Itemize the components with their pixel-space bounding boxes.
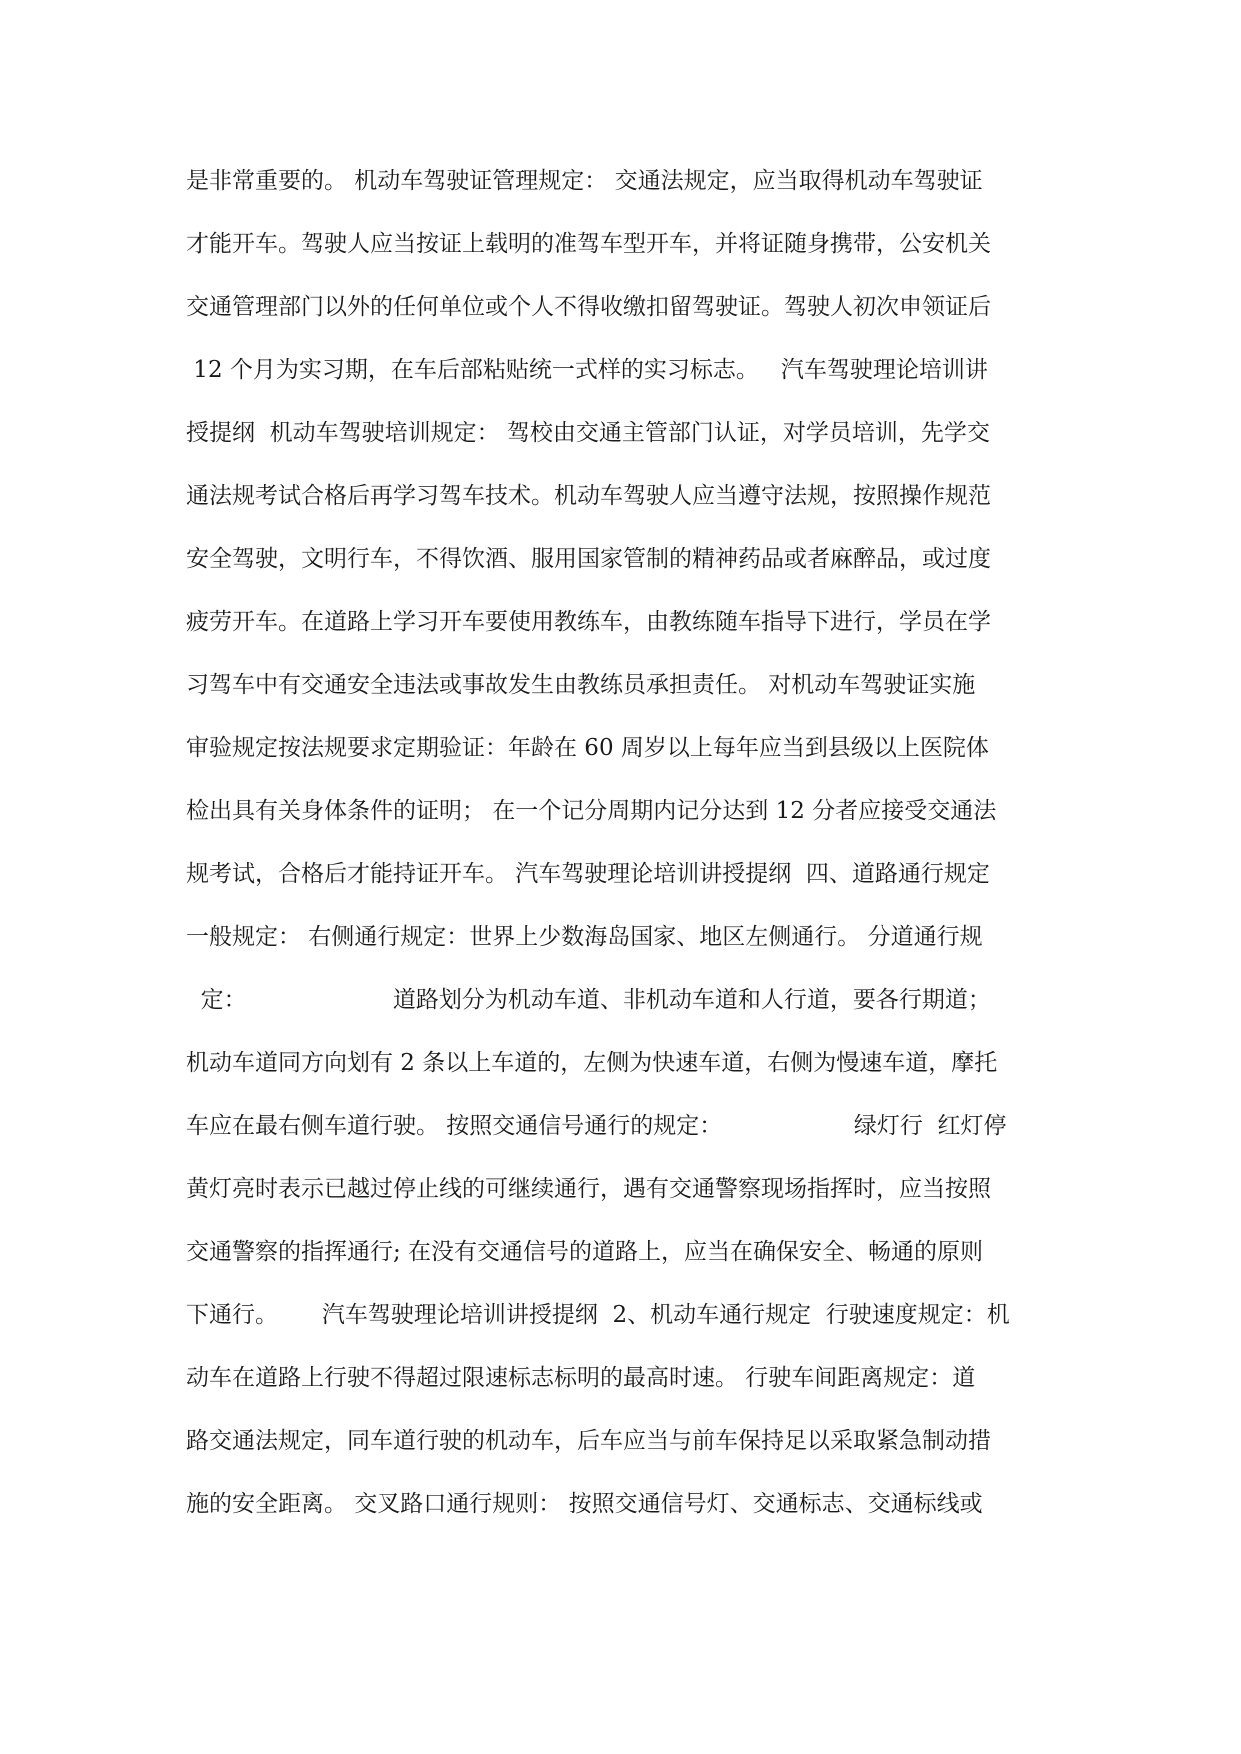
text-line: 检出具有关身体条件的证明； 在一个记分周期内记分达到 12 分者应接受交通法: [186, 798, 997, 824]
text-line: 审验规定按法规要求定期验证：年龄在 60 周岁以上每年应当到县级以上医院体: [186, 735, 989, 761]
text-line: 施的安全距离。 交叉路口通行规则： 按照交通信号灯、交通标志、交通标线或: [186, 1491, 983, 1517]
text-line: 习驾车中有交通安全违法或事故发生由教练员承担责任。 对机动车驾驶证实施: [186, 672, 976, 698]
text-line: 黄灯亮时表示已越过停止线的可继续通行，遇有交通警察现场指挥时，应当按照: [186, 1176, 991, 1202]
text-line: 车应在最右侧车道行驶。 按照交通信号通行的规定： 绿灯行 红灯停: [186, 1113, 1007, 1139]
text-line: 机动车道同方向划有 2 条以上车道的，左侧为快速车道，右侧为慢速车道，摩托: [186, 1050, 998, 1076]
text-line: 定： 道路划分为机动车道、非机动车道和人行道，要各行期道；: [186, 987, 991, 1013]
body-text: [186, 150, 1066, 1536]
text-line: 交通管理部门以外的任何单位或个人不得收缴扣留驾驶证。驾驶人初次申领证后: [186, 294, 991, 320]
text-line: 交通警察的指挥通行; 在没有交通信号的道路上，应当在确保安全、畅通的原则: [186, 1239, 984, 1265]
text-line: 才能开车。驾驶人应当按证上载明的准驾车型开车，并将证随身携带，公安机关: [186, 231, 991, 257]
text-line: 12 个月为实习期，在车后部粘贴统一式样的实习标志。 汽车驾驶理论培训讲: [186, 357, 988, 383]
text-line: 一般规定： 右侧通行规定：世界上少数海岛国家、地区左侧通行。 分道通行规: [186, 924, 983, 950]
text-line: 疲劳开车。在道路上学习开车要使用教练车，由教练随车指导下进行，学员在学: [186, 609, 991, 635]
text-line: 是非常重要的。 机动车驾驶证管理规定： 交通法规定，应当取得机动车驾驶证: [186, 168, 983, 194]
text-line: 安全驾驶，文明行车，不得饮酒、服用国家管制的精神药品或者麻醉品，或过度: [186, 546, 991, 572]
text-line: 下通行。 汽车驾驶理论培训讲授提纲 2、机动车通行规定 行驶速度规定：机: [186, 1302, 1010, 1328]
text-line: 动车在道路上行驶不得超过限速标志标明的最高时速。 行驶车间距离规定：道: [186, 1365, 976, 1391]
text-line: 授提纲 机动车驾驶培训规定： 驾校由交通主管部门认证，对学员培训，先学交: [186, 420, 990, 446]
text-line: 通法规考试合格后再学习驾车技术。机动车驾驶人应当遵守法规，按照操作规范: [186, 483, 991, 509]
text-line: 路交通法规定，同车道行驶的机动车，后车应当与前车保持足以采取紧急制动措: [186, 1428, 991, 1454]
text-line: 规考试，合格后才能持证开车。 汽车驾驶理论培训讲授提纲 四、道路通行规定: [186, 861, 990, 887]
